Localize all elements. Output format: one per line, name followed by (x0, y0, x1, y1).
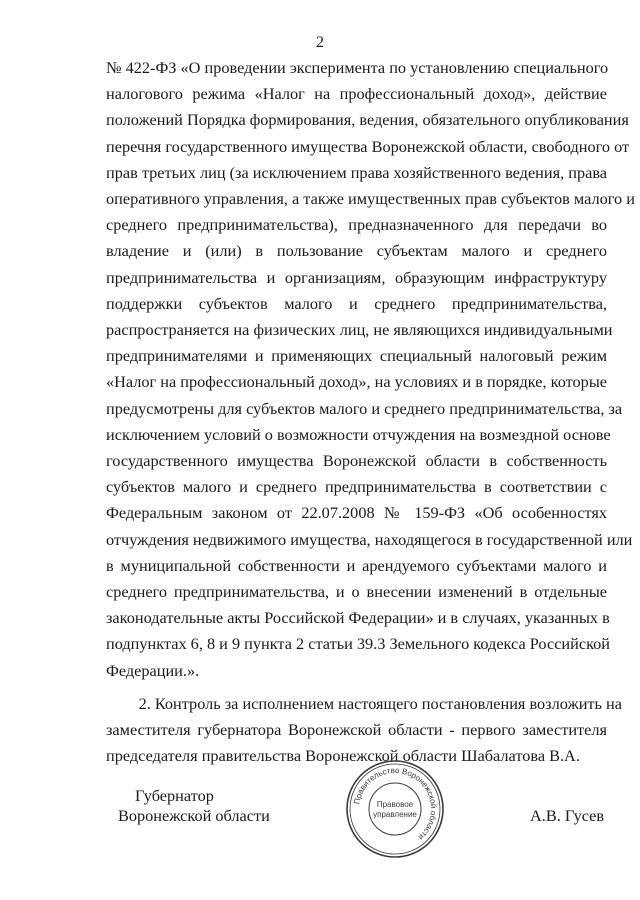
stamp-outer-ring (347, 761, 443, 857)
text-line: предпринимательства и организациям, образующим инфраструктуру (106, 267, 607, 287)
text-line: предусмотрены для субъектов малого и среднего предпринимательства, за (106, 398, 623, 418)
text-line: Федеральным законом от 22.07.2008 № 159-ФЗ «Об особенностях (106, 503, 607, 523)
stamp-ring-text: Правительство Воронежской области (352, 765, 439, 842)
text-line: оперативного управления, а также имущественных прав субъектов малого и (106, 189, 635, 209)
text-line: 2. Контроль за исполнением настоящего постановления возложить на (106, 693, 622, 713)
text-line: владение и (или) в пользование субъектам малого и среднего (106, 241, 607, 261)
stamp-center-line-2: управление (373, 810, 417, 819)
text-line: предпринимателями и применяющих специальный налоговый режим (106, 346, 607, 366)
signatory-name: А.В. Гусев (530, 806, 605, 825)
signatory-title-line-2: Воронежской области (118, 806, 270, 825)
signatory-title-line-1: Губернатор (135, 786, 214, 805)
signatory-title (118, 786, 270, 826)
text-line: поддержки субъектов малого и среднего предпринимательства, (106, 293, 607, 313)
text-line: подпунктах 6, 8 и 9 пункта 2 статьи 39.3 Земельного кодекса Российской (106, 634, 611, 654)
text-line: Федерации.». (106, 660, 200, 680)
text-line: № 422-ФЗ «О проведении эксперимента по установлению специального (106, 58, 609, 77)
text-line: среднего предпринимательства), предназначенного для передачи во (106, 215, 607, 235)
text-line: прав третьих лиц (за исключением права хозяйственного ведения, права (106, 162, 608, 182)
text-line: налогового режима «Налог на профессиональный доход», действие (106, 84, 607, 104)
official-stamp (344, 758, 446, 860)
document-body (106, 55, 635, 769)
text-line: «Налог на профессиональный доход», на условиях и в порядке, которые (106, 372, 607, 392)
text-line: среднего предпринимательства, и о внесении изменений в отдельные (106, 582, 607, 602)
page-number: 2 (316, 34, 324, 51)
text-line: отчуждения недвижимого имущества, находящегося в государственной или (106, 529, 633, 549)
text-line: заместителя губернатора Воронежской области - первого заместителя (106, 720, 607, 740)
text-line: исключением условий о возможности отчуждения на возмездной основе (106, 424, 611, 444)
paragraph-1 (106, 55, 635, 684)
text-line: субъектов малого и среднего предпринимательства в соответствии с (106, 477, 607, 497)
stamp-center-ring (369, 783, 421, 835)
stamp-inner-ring (350, 764, 440, 854)
text-line: перечня государственного имущества Воронежской области, свободного от (106, 136, 630, 156)
text-line: в муниципальной собственности и арендуемого субъектами малого и (106, 555, 607, 575)
text-line: распространяется на физических лиц, не являющихся индивидуальными (106, 320, 613, 340)
text-line: положений Порядка формирования, ведения, обязательного опубликования (106, 110, 629, 130)
stamp-center-line-1: Правовое (376, 800, 414, 809)
text-line: председателя правительства Воронежской области Шабалатова В.А. (106, 746, 580, 766)
text-line: законодательные акты Российской Федерации» и в случаях, указанных в (106, 608, 610, 628)
text-line: государственного имущества Воронежской области в собственность (106, 451, 607, 471)
